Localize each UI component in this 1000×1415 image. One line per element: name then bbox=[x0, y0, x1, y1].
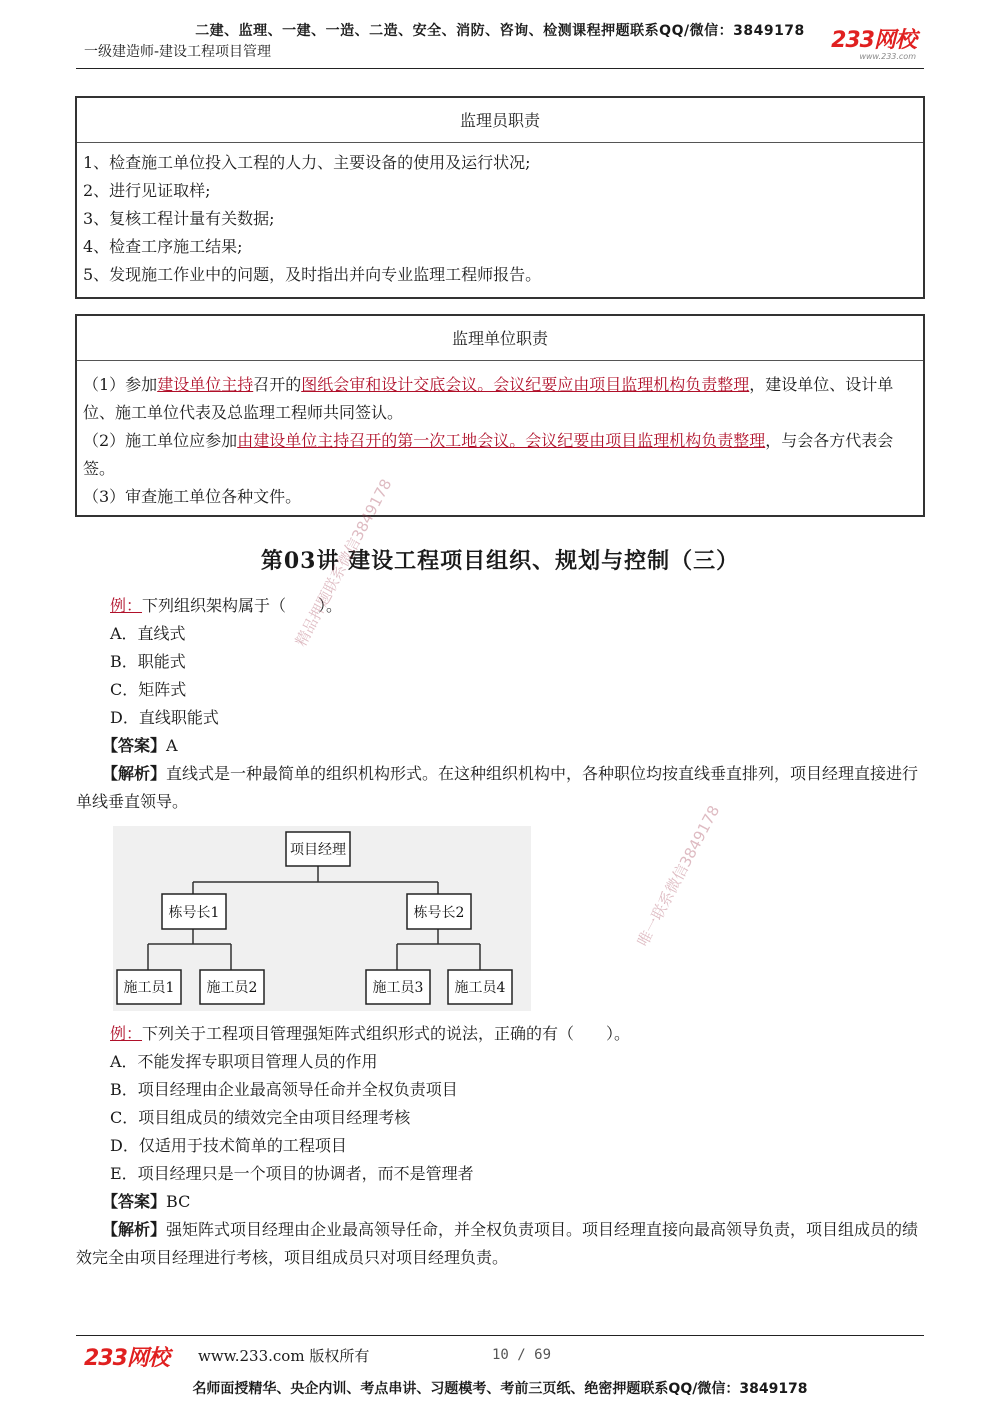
analysis-text: 直线式是一种最简单的组织机构形式。在这种组织机构中，各种职位均按直线垂直排列，项目经理直接进行单线垂直领导。 bbox=[76, 764, 919, 811]
document-title: 一级建造师-建设工程项目管理 bbox=[84, 44, 272, 60]
option: D．直线职能式 bbox=[110, 708, 219, 727]
watermark: 精品押题联系微信3849178 bbox=[291, 475, 396, 650]
answer-line bbox=[76, 1188, 926, 1216]
duty-item: 3、复核工程计量有关数据; bbox=[83, 209, 275, 228]
stem-text: 下列组织架构属于（ ）。 bbox=[142, 596, 343, 615]
table-body bbox=[77, 143, 923, 295]
question-stem bbox=[76, 592, 926, 620]
answer-value: BC bbox=[166, 1192, 191, 1211]
duty-paragraph bbox=[83, 371, 917, 427]
option: B．职能式 bbox=[110, 652, 186, 671]
highlight-text: 建设单位主持 bbox=[157, 375, 254, 394]
analysis-label: 【解析】 bbox=[102, 1220, 167, 1239]
option: B．项目经理由企业最高领导任命并全权负责项目 bbox=[110, 1080, 458, 1099]
footer-copyright: www.233.com 版权所有 bbox=[198, 1347, 370, 1365]
page-number: 10 / 69 bbox=[492, 1347, 552, 1363]
highlight-text: 由建设单位主持召开的第一次工地会议。会议纪要由项目监理机构负责整理 bbox=[237, 431, 766, 450]
duty-item: 5、发现施工作业中的问题，及时指出并向专业监理工程师报告。 bbox=[83, 265, 542, 284]
text: ，与会各方代表会签。 bbox=[83, 431, 894, 478]
text: ，建设单位、设计单位、施工单位代表及总监理工程师共同签认。 bbox=[83, 375, 894, 422]
org-label-root: 项目经理 bbox=[290, 842, 346, 858]
duty-item: 2、进行见证取样; bbox=[83, 181, 211, 200]
option: A．直线式 bbox=[110, 624, 186, 643]
table-header: 监理单位职责 bbox=[77, 316, 923, 361]
org-label-level2: 栋号长1 bbox=[168, 905, 220, 921]
footer-divider bbox=[76, 1335, 924, 1336]
option: E．项目经理只是一个项目的协调者，而不是管理者 bbox=[110, 1164, 474, 1183]
header-divider bbox=[76, 68, 924, 69]
org-label-level3: 施工员4 bbox=[454, 980, 506, 996]
answer-line bbox=[76, 732, 926, 760]
example-label: 例： bbox=[110, 596, 143, 615]
question-2 bbox=[76, 1020, 926, 1272]
text: （2）施工单位应参加 bbox=[83, 431, 238, 450]
table-body bbox=[77, 361, 923, 517]
answer-value: A bbox=[166, 736, 178, 755]
text: （1）参加 bbox=[83, 375, 158, 394]
option: C．项目组成员的绩效完全由项目经理考核 bbox=[110, 1108, 411, 1127]
answer-label: 【答案】 bbox=[102, 1192, 167, 1211]
analysis bbox=[76, 760, 926, 816]
question-stem bbox=[76, 1020, 926, 1048]
bottom-contact-banner: 名师面授精华、央企内训、考点串讲、习题模考、考前三页纸、绝密押题联系QQ/微信：3849178 bbox=[192, 1381, 808, 1397]
org-label-level3: 施工员3 bbox=[372, 980, 424, 996]
analysis bbox=[76, 1216, 926, 1272]
watermark: 唯一联系微信3849178 bbox=[633, 802, 724, 950]
duty-paragraph bbox=[83, 427, 917, 483]
table-header: 监理员职责 bbox=[77, 98, 923, 143]
supervision-unit-duties-table bbox=[75, 314, 925, 517]
option: C．矩阵式 bbox=[110, 680, 187, 699]
org-chart-svg bbox=[113, 826, 531, 1011]
logo-url: www.233.com bbox=[859, 52, 916, 61]
answer-label: 【答案】 bbox=[102, 736, 167, 755]
duty-paragraph: （3）审查施工单位各种文件。 bbox=[83, 487, 302, 506]
stem-text: 下列关于工程项目管理强矩阵式组织形式的说法，正确的有（ ）。 bbox=[142, 1024, 631, 1043]
option: A．不能发挥专职项目管理人员的作用 bbox=[110, 1052, 378, 1071]
org-label-level2: 栋号长2 bbox=[413, 905, 465, 921]
text: 召开的 bbox=[253, 375, 302, 394]
duty-item: 4、检查工序施工结果; bbox=[83, 237, 243, 256]
org-label-level3: 施工员1 bbox=[123, 980, 175, 996]
example-label: 例： bbox=[110, 1024, 143, 1043]
org-chart-figure bbox=[113, 826, 531, 1011]
duty-item: 1、检查施工单位投入工程的人力、主要设备的使用及运行状况; bbox=[83, 153, 531, 172]
supervisor-duties-table bbox=[75, 96, 925, 299]
logo-text: 233网校 bbox=[831, 28, 916, 53]
org-label-level3: 施工员2 bbox=[206, 980, 258, 996]
section-title: 第03讲 建设工程项目组织、规划与控制（三） bbox=[260, 548, 740, 574]
option: D．仅适用于技术简单的工程项目 bbox=[110, 1136, 347, 1155]
brand-logo bbox=[831, 30, 916, 61]
footer-logo: 233网校 bbox=[84, 1346, 169, 1371]
analysis-text: 强矩阵式项目经理由企业最高领导任命，并全权负责项目。项目经理直接向最高领导负责，项目组成员的绩效完全由项目经理进行考核，项目组成员只对项目经理负责。 bbox=[76, 1220, 919, 1267]
analysis-label: 【解析】 bbox=[102, 764, 167, 783]
top-contact-banner: 二建、监理、一建、一造、二造、安全、消防、咨询、检测课程押题联系QQ/微信：3849178 bbox=[195, 23, 805, 39]
question-1 bbox=[76, 592, 926, 816]
highlight-text: 图纸会审和设计交底会议。会议纪要应由项目监理机构负责整理 bbox=[301, 375, 750, 394]
